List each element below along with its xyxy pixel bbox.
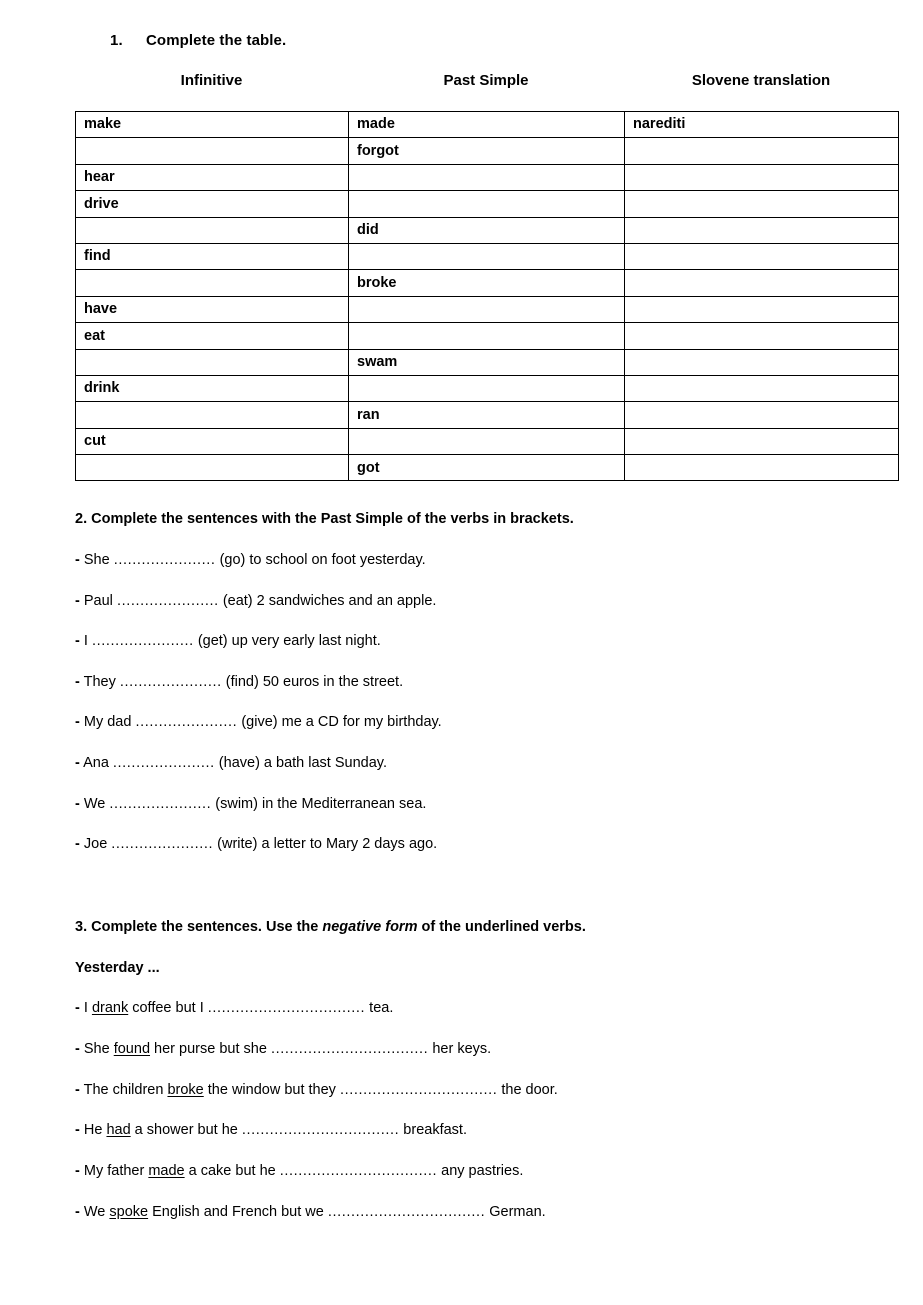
exercise-3-sentence <box>75 1122 467 1139</box>
sentence-remainder: breakfast. <box>399 1122 467 1139</box>
table-row <box>76 402 899 428</box>
cell-past-simple[interactable] <box>349 164 625 190</box>
sentence-subject: My dad <box>83 714 132 731</box>
sentence-subject: Ana <box>83 755 109 771</box>
sentence-remainder: (write) a letter to Mary 2 days ago. <box>217 836 438 853</box>
cell-infinitive[interactable] <box>76 402 349 428</box>
cell-slovene[interactable] <box>625 375 899 401</box>
cell-past-simple[interactable] <box>349 323 625 349</box>
cell-infinitive[interactable]: eat <box>76 323 349 349</box>
sentence-bullet: - <box>75 1122 80 1139</box>
answer-blank[interactable]: ...................... <box>91 633 194 650</box>
cell-past-simple[interactable]: swam <box>349 349 625 375</box>
answer-blank[interactable]: .................................. <box>327 1204 486 1220</box>
sentence-middle: a shower but he <box>130 1122 242 1139</box>
sentence-bullet: - <box>75 714 80 731</box>
cell-slovene[interactable] <box>625 428 899 454</box>
exercise-1-number: 1. <box>110 32 123 49</box>
cell-past-simple[interactable] <box>349 428 625 454</box>
exercise-3-sentence <box>75 1204 546 1221</box>
cell-past-simple[interactable]: made <box>349 112 625 138</box>
answer-blank[interactable]: ...................... <box>111 836 214 853</box>
cell-slovene[interactable] <box>625 138 899 164</box>
cell-infinitive[interactable]: hear <box>76 164 349 190</box>
sentence-bullet: - <box>75 673 80 690</box>
cell-slovene[interactable] <box>625 243 899 269</box>
table-row <box>76 270 899 296</box>
sentence-bullet: - <box>75 1000 80 1016</box>
table-row <box>76 296 899 322</box>
sentence-bullet: - <box>75 1204 80 1220</box>
exercise-2-heading: 2. Complete the sentences with the Past Simple of the verbs in brackets. <box>75 511 574 527</box>
exercise-3-heading-part2: of the underlined verbs. <box>417 919 586 935</box>
exercise-3-sentence <box>75 1041 491 1058</box>
sentence-subject: We <box>83 795 106 812</box>
sentence-middle: her purse but she <box>150 1040 271 1057</box>
exercise-2-sentence <box>75 714 442 731</box>
table-row <box>76 428 899 454</box>
cell-infinitive[interactable]: drink <box>76 375 349 401</box>
exercise-2-sentence <box>75 593 436 610</box>
exercise-3-subheading: Yesterday ... <box>75 960 160 976</box>
sentence-middle: a cake but he <box>184 1163 280 1180</box>
cell-past-simple[interactable]: got <box>349 455 625 481</box>
exercise-3-heading <box>75 919 586 935</box>
cell-past-simple[interactable]: broke <box>349 270 625 296</box>
sentence-bullet: - <box>75 552 80 568</box>
cell-infinitive[interactable]: have <box>76 296 349 322</box>
table-row <box>76 455 899 481</box>
underlined-verb: broke <box>167 1081 204 1098</box>
table-column-headers <box>75 72 898 89</box>
cell-infinitive[interactable] <box>76 349 349 375</box>
exercise-1-heading <box>110 32 286 49</box>
sentence-middle: English and French but we <box>148 1204 328 1220</box>
sentence-remainder: any pastries. <box>437 1163 524 1180</box>
underlined-verb: made <box>148 1163 185 1180</box>
sentence-remainder: (find) 50 euros in the street. <box>225 673 404 690</box>
cell-past-simple[interactable]: ran <box>349 402 625 428</box>
exercise-3-heading-part1: 3. Complete the sentences. Use the <box>75 919 323 935</box>
cell-past-simple[interactable] <box>349 375 625 401</box>
cell-infinitive[interactable]: make <box>76 112 349 138</box>
cell-slovene[interactable] <box>625 164 899 190</box>
cell-infinitive[interactable] <box>76 217 349 243</box>
cell-past-simple[interactable] <box>349 296 625 322</box>
underlined-verb: drank <box>91 1000 129 1016</box>
answer-blank[interactable]: ...................... <box>135 714 238 731</box>
answer-blank[interactable]: .................................. <box>207 1000 366 1016</box>
sentence-remainder: tea. <box>365 1000 394 1016</box>
exercise-2-sentence <box>75 633 381 650</box>
sentence-remainder: her keys. <box>428 1040 492 1057</box>
sentence-bullet: - <box>75 1040 80 1057</box>
cell-slovene[interactable] <box>625 323 899 349</box>
sentence-prefix: She <box>83 1040 114 1057</box>
cell-infinitive[interactable] <box>76 455 349 481</box>
cell-slovene[interactable] <box>625 349 899 375</box>
sentence-bullet: - <box>75 633 80 650</box>
sentence-bullet: - <box>75 836 80 853</box>
answer-blank[interactable]: ...................... <box>113 552 216 568</box>
sentence-remainder: (get) up very early last night. <box>197 633 381 650</box>
sentence-remainder: (eat) 2 sandwiches and an apple. <box>222 592 437 609</box>
cell-slovene[interactable] <box>625 402 899 428</box>
sentence-remainder: (swim) in the Mediterranean sea. <box>215 795 427 812</box>
exercise-2-sentence <box>75 836 437 853</box>
answer-blank[interactable]: ...................... <box>112 755 215 771</box>
sentence-subject: I <box>83 633 88 650</box>
sentence-bullet: - <box>75 592 80 609</box>
cell-infinitive[interactable]: find <box>76 243 349 269</box>
column-header-infinitive: Infinitive <box>180 72 243 89</box>
exercise-3-sentence <box>75 1000 393 1017</box>
table-row <box>76 323 899 349</box>
cell-infinitive[interactable]: drive <box>76 191 349 217</box>
sentence-subject: They <box>83 673 116 690</box>
cell-past-simple[interactable]: forgot <box>349 138 625 164</box>
sentence-bullet: - <box>75 755 80 771</box>
sentence-bullet: - <box>75 1081 80 1098</box>
answer-blank[interactable]: ...................... <box>119 673 222 690</box>
cell-slovene[interactable] <box>625 296 899 322</box>
cell-past-simple[interactable] <box>349 191 625 217</box>
exercise-3-heading-emphasis: negative form <box>322 919 418 935</box>
table-row <box>76 164 899 190</box>
cell-slovene[interactable] <box>625 191 899 217</box>
answer-blank[interactable]: .................................. <box>339 1081 498 1098</box>
table-row <box>76 112 899 138</box>
sentence-prefix: The children <box>83 1081 168 1098</box>
table-row <box>76 138 899 164</box>
exercise-2-sentence <box>75 552 426 569</box>
sentence-prefix: I <box>83 1000 92 1016</box>
table-row <box>76 375 899 401</box>
cell-slovene[interactable]: narediti <box>625 112 899 138</box>
sentence-middle: the window but they <box>203 1081 340 1098</box>
sentence-subject: Joe <box>83 836 108 853</box>
answer-blank[interactable]: ...................... <box>116 592 219 609</box>
answer-blank[interactable]: .................................. <box>270 1040 429 1057</box>
sentence-prefix: My father <box>83 1163 149 1180</box>
exercise-3-sentence <box>75 1082 558 1099</box>
sentence-bullet: - <box>75 1163 80 1180</box>
sentence-prefix: He <box>83 1122 107 1139</box>
verb-table <box>75 111 899 481</box>
answer-blank[interactable]: .................................. <box>241 1122 400 1139</box>
sentence-middle: coffee but I <box>128 1000 208 1016</box>
column-header-slovene-translation: Slovene translation <box>691 72 831 89</box>
table-row <box>76 243 899 269</box>
cell-slovene[interactable] <box>625 455 899 481</box>
exercise-3-sentence <box>75 1163 523 1180</box>
answer-blank[interactable]: .................................. <box>279 1163 438 1180</box>
cell-past-simple[interactable] <box>349 243 625 269</box>
sentence-remainder: (give) me a CD for my birthday. <box>241 714 442 731</box>
sentence-remainder: (go) to school on foot yesterday. <box>219 552 426 568</box>
sentence-remainder: (have) a bath last Sunday. <box>218 755 387 771</box>
answer-blank[interactable]: ...................... <box>109 795 212 812</box>
table-row <box>76 217 899 243</box>
sentence-subject: Paul <box>83 592 113 609</box>
cell-infinitive[interactable]: cut <box>76 428 349 454</box>
cell-slovene[interactable] <box>625 270 899 296</box>
sentence-bullet: - <box>75 795 80 812</box>
exercise-1-title: Complete the table. <box>146 32 287 49</box>
sentence-remainder: German. <box>485 1204 546 1220</box>
sentence-prefix: We <box>83 1204 110 1220</box>
column-header-past-simple: Past Simple <box>443 72 529 89</box>
table-row <box>76 191 899 217</box>
cell-infinitive[interactable] <box>76 270 349 296</box>
cell-slovene[interactable] <box>625 217 899 243</box>
underlined-verb: spoke <box>109 1204 149 1220</box>
underlined-verb: found <box>113 1040 151 1057</box>
exercise-2-sentence <box>75 674 403 691</box>
underlined-verb: had <box>106 1122 131 1139</box>
cell-past-simple[interactable]: did <box>349 217 625 243</box>
exercise-2-sentence <box>75 755 387 772</box>
exercise-2-sentence <box>75 796 426 813</box>
sentence-subject: She <box>83 552 110 568</box>
sentence-remainder: the door. <box>497 1081 558 1098</box>
table-row <box>76 349 899 375</box>
cell-infinitive[interactable] <box>76 138 349 164</box>
